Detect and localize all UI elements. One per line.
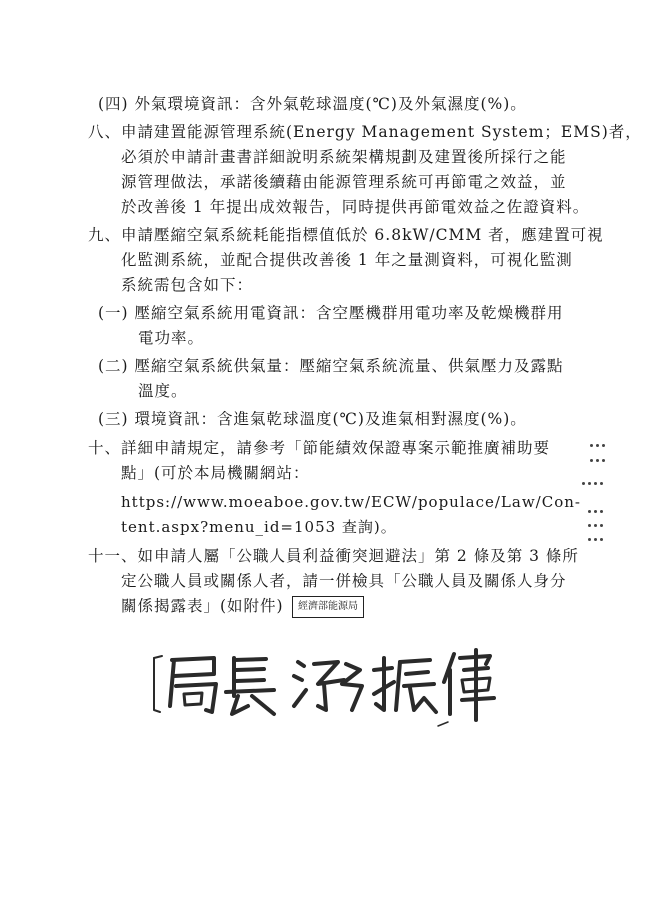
item-8-line-4: 於改善後 1 年提出成效報告，同時提供再節電效益之佐證資料。 (121, 198, 590, 216)
item-11-line-2: 定公職人員或關係人者，請一併檢具「公職人員及關係人身分 (121, 572, 567, 590)
item-8-line-2: 必須於申請計畫書詳細說明系統架構規劃及建置後所採行之能 (121, 148, 567, 166)
item-10-url-line-2: tent.aspx?menu_id=1053 查詢)。 (121, 518, 397, 536)
item-8-line-3: 源管理做法，承諾後續藉由能源管理系統可再節電之效益，並 (121, 173, 567, 191)
binding-holes-low-2 (586, 526, 604, 545)
item-10-url-line-1: https://www.moeaboe.gov.tw/ECW/populace/Law/Con- (121, 493, 581, 511)
binding-holes-mid (580, 470, 604, 489)
sub-3-line-1: (三) 環境資訊：含進氣乾球溫度(℃)及進氣相對濕度(%)。 (98, 410, 527, 428)
sub-2-line-2: 溫度。 (138, 382, 188, 400)
sub-2-line-1: (二) 壓縮空氣系統供氣量：壓縮空氣系統流量、供氣壓力及露點 (98, 357, 564, 375)
item-11-line-3: 關係揭露表」(如附件) (121, 597, 284, 615)
item-9-line-3: 系統需包含如下： (121, 276, 254, 294)
item-10-line-1: 十、詳細申請規定，請參考「節能績效保證專案示範推廣補助要 (88, 439, 551, 457)
binding-holes-top-2 (588, 447, 606, 466)
official-seal-stamp (292, 596, 364, 618)
seal-text: 經濟部能源局 (298, 601, 358, 612)
item-10-line-2: 點」(可於本局機關網站： (121, 464, 310, 482)
item-8-line-1: 八、申請建置能源管理系統(Energy Management System；EMS)者， (88, 123, 642, 141)
item-11-line-1: 十一、如申請人屬「公職人員利益衝突迴避法」第 2 條及第 3 條所 (88, 547, 579, 565)
sub-1-line-1: (一) 壓縮空氣系統用電資訊：含空壓機群用電功率及乾燥機群用 (98, 304, 564, 322)
director-signature (148, 640, 498, 730)
line-outdoor-env: (四) 外氣環境資訊：含外氣乾球溫度(℃)及外氣濕度(%)。 (98, 95, 527, 113)
item-9-line-1: 九、申請壓縮空氣系統耗能指標值低於 6.8kW/CMM 者，應建置可視 (88, 226, 604, 244)
sub-1-line-2: 電功率。 (138, 329, 205, 347)
item-9-line-2: 化監測系統，並配合提供改善後 1 年之量測資料，可視化監測 (121, 251, 573, 269)
